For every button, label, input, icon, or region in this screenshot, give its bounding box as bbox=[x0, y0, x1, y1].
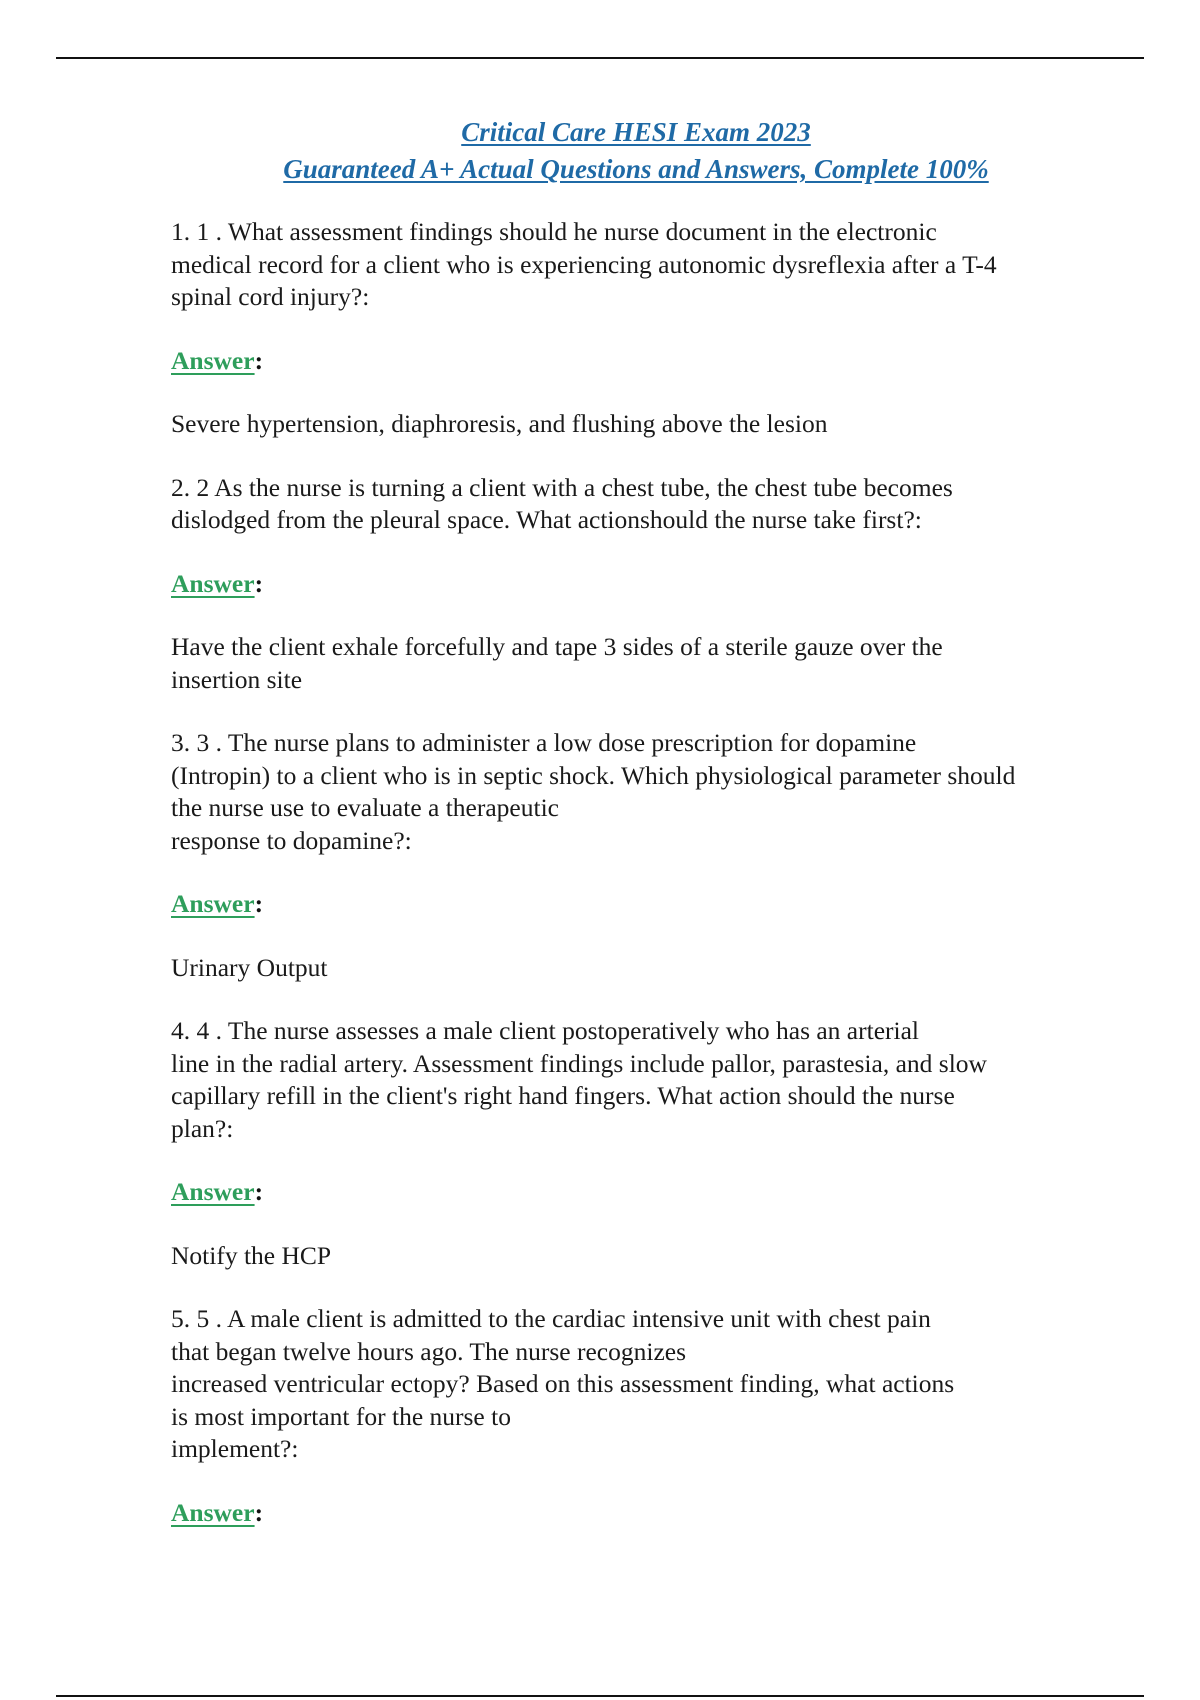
question-text: 3. 3 . The nurse plans to administer a low dose prescription for dopamine (Intropin) to a client who is in septic shock. Which physiological parameter should the nurse use to evaluate a therapeutic response to dopamine?: bbox=[171, 728, 1016, 855]
answer-label-word: Answer bbox=[171, 1497, 255, 1527]
answer-label bbox=[171, 888, 1131, 921]
question-text: 5. 5 . A male client is admitted to the cardiac intensive unit with chest pain that began twelve hours ago. The nurse recognizes increased ventricular ectopy? Based on this assessment finding, what actions is most important for the nurse to implement?: bbox=[171, 1304, 955, 1463]
qa-list bbox=[171, 216, 1131, 1529]
top-rule bbox=[56, 57, 1144, 59]
answer-label-word: Answer bbox=[171, 345, 255, 375]
answer-label-colon: : bbox=[254, 568, 264, 598]
answer-text: Have the client exhale forcefully and tape 3 sides of a sterile gauze over the insertion site bbox=[171, 632, 943, 694]
title-line-2: Guaranteed A+ Actual Questions and Answers, Complete 100% bbox=[283, 154, 989, 184]
answer-label bbox=[171, 1176, 1131, 1209]
qa-item-4 bbox=[171, 1015, 1131, 1272]
answer-label-word: Answer bbox=[171, 1177, 255, 1206]
answer-label bbox=[171, 1497, 1131, 1530]
answer-label bbox=[171, 568, 1131, 601]
answer-label-colon: : bbox=[254, 345, 264, 375]
qa-item-5 bbox=[171, 1303, 1131, 1529]
document-title bbox=[0, 114, 1200, 188]
answer-text: Urinary Output bbox=[171, 952, 328, 982]
answer-label bbox=[171, 345, 1131, 378]
question-text: 2. 2 As the nurse is turning a client with a chest tube, the chest tube becomes dislodged from the pleural space. What actionshould the nurse take first?: bbox=[171, 472, 953, 534]
answer-text: Notify the HCP bbox=[171, 1240, 332, 1270]
answer-label-word: Answer bbox=[171, 568, 255, 598]
answer-label-word: Answer bbox=[171, 889, 255, 918]
question-text: 4. 4 . The nurse assesses a male client postoperatively who has an arterial line in the radial artery. Assessment findings include pallor, parastesia, and slow capillary refill in the client's right hand fingers. What action should the nurse plan?: bbox=[171, 1016, 987, 1143]
answer-label-colon: : bbox=[254, 889, 264, 918]
answer-label-colon: : bbox=[254, 1177, 264, 1206]
qa-item-3 bbox=[171, 727, 1131, 984]
question-text: 1. 1 . What assessment findings should he nurse document in the electronic medical record for a client who is experiencing autonomic dysreflexia after a T-4 spinal cord injury?: bbox=[171, 217, 997, 311]
title-line-1: Critical Care HESI Exam 2023 bbox=[461, 117, 811, 147]
qa-item-2 bbox=[171, 472, 1131, 697]
bottom-rule bbox=[56, 1695, 1144, 1697]
answer-text: Severe hypertension, diaphroresis, and flushing above the lesion bbox=[171, 409, 828, 438]
answer-label-colon: : bbox=[254, 1497, 264, 1527]
qa-item-1 bbox=[171, 216, 1131, 441]
